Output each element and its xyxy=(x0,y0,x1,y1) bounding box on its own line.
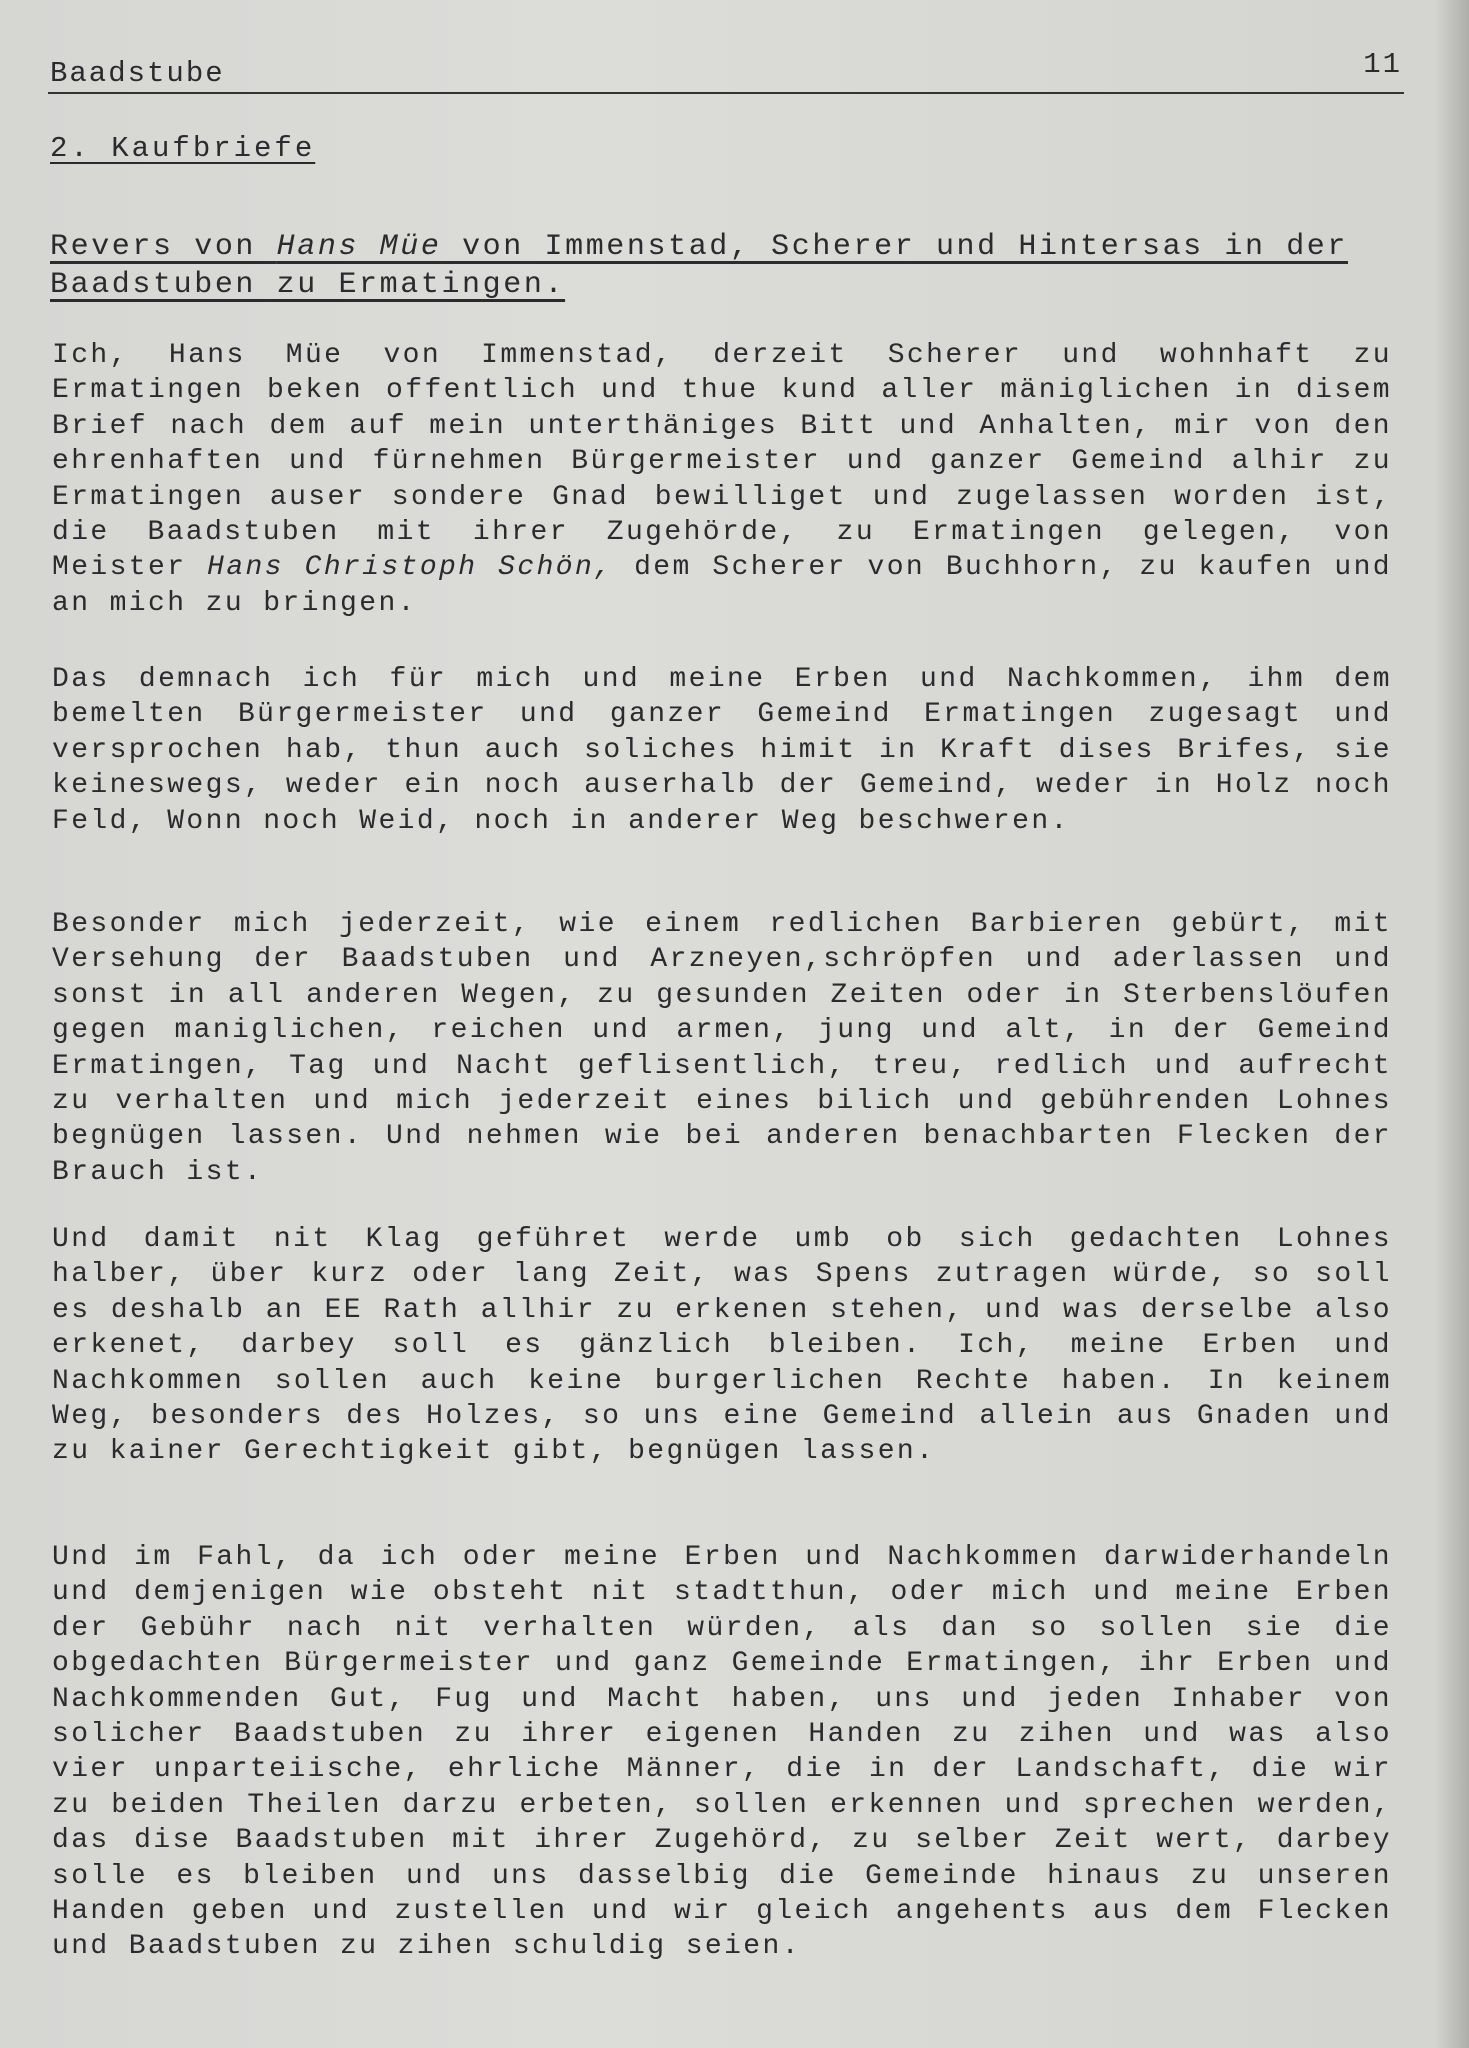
running-title: Baadstube xyxy=(50,57,225,90)
paragraph-2: Das demnach ich für mich und meine Erben und Nachkommen, ihm dem bemelten Bürgermeister und ganzer Gemeind Ermatingen zugesagt und versprochen hab, thun auch soliches himit in Kraft dises Brifes, sie keineswegs, weder ein noch auserhalb der Gemeind, weder in Holz noch Feld, Wonn noch Weid, noch in anderer Weg beschweren. xyxy=(52,664,1392,837)
page-edge-shadow xyxy=(1435,0,1469,2048)
page-header xyxy=(48,44,1404,94)
document-title xyxy=(50,228,1390,304)
document-title-name: Hans Müe xyxy=(276,230,442,264)
section-heading: 2. Kaufbriefe xyxy=(50,132,316,165)
paragraph-4: Und damit nit Klag geführet werde umb ob sich gedachten Lohnes halber, über kurz oder lang Zeit, was Spens zutragen würde, so soll es deshalb an EE Rath allhir zu erkenen stehen, und was derselbe also erkenet, darbey soll es gänzlich bleiben. Ich, meine Erben und Nachkommen sollen auch keine burgerlichen Rechte haben. In keinem Weg, besonders des Holzes, so uns eine Gemeind allein aus Gnaden und zu kainer Gerechtigkeit gibt, begnügen lassen. xyxy=(52,1224,1392,1468)
document-title-suffix: von Immenstad, Scherer und Hintersas in der Baadstuben zu Ermatingen. xyxy=(50,230,1348,302)
paragraph-1-part-a: Ich, Hans Müe von Immenstad, derzeit Scherer und wohnhaft zu Ermatingen beken offentlich und thue kund aller mäniglichen in disem Brief nach dem auf mein unterthäniges Bitt und Anhalten, mir von den ehrenhaften und fürnehmen Bürgermeister und ganzer Gemeind alhir zu Ermatingen auser sondere Gnad bewilliget und zugelassen worden ist, die Baadstuben mit ihrer Zugehörde, zu Ermatingen gelegen, von Meister xyxy=(52,340,1392,584)
document-title-prefix: Revers von xyxy=(50,230,277,264)
paragraph-1-part-b: dem Scherer von Buchhorn, zu kaufen und an mich zu bringen. xyxy=(52,552,1392,619)
page-number: 11 xyxy=(1363,48,1402,81)
paragraph-3: Besonder mich jederzeit, wie einem redlichen Barbieren gebürt, mit Versehung der Baadstuben und Arzneyen,schröpfen und aderlassen und sonst in all anderen Wegen, zu gesunden Zeiten oder in Sterbenslöufen gegen maniglichen, reichen und armen, jung und alt, in der Gemeind Ermatingen, Tag und Nacht geflisentlich, treu, redlich und aufrecht zu verhalten und mich jederzeit eines bilich und gebührenden Lohnes begnügen lassen. Und nehmen wie bei anderen benachbarten Flecken der Brauch ist. xyxy=(52,909,1392,1188)
paragraph-5: Und im Fahl, da ich oder meine Erben und Nachkommen darwiderhandeln und demjenigen wie obsteht nit stadtthun, oder mich und meine Erben der Gebühr nach nit verhalten würden, als dan so sollen sie die obgedachten Bürgermeister und ganz Gemeinde Ermatingen, ihr Erben und Nachkommenden Gut, Fug und Macht haben, uns und jeden Inhaber von solicher Baadstuben zu ihrer eigenen Handen zu zihen und was also vier unparteiische, ehrliche Männer, die in der Landschaft, die wir zu beiden Theilen darzu erbeten, sollen erkennen und sprechen werden, das dise Baadstuben mit ihrer Zugehörd, zu selber Zeit wert, darbey solle es bleiben und uns dasselbig die Gemeinde hinaus zu unseren Handen geben und zustellen und wir gleich angehents aus dem Flecken und Baadstuben zu zihen schuldig seien. xyxy=(52,1542,1392,1963)
paragraph-1-name: Hans Christoph Schön, xyxy=(207,552,614,584)
paragraph-1 xyxy=(52,338,1392,621)
